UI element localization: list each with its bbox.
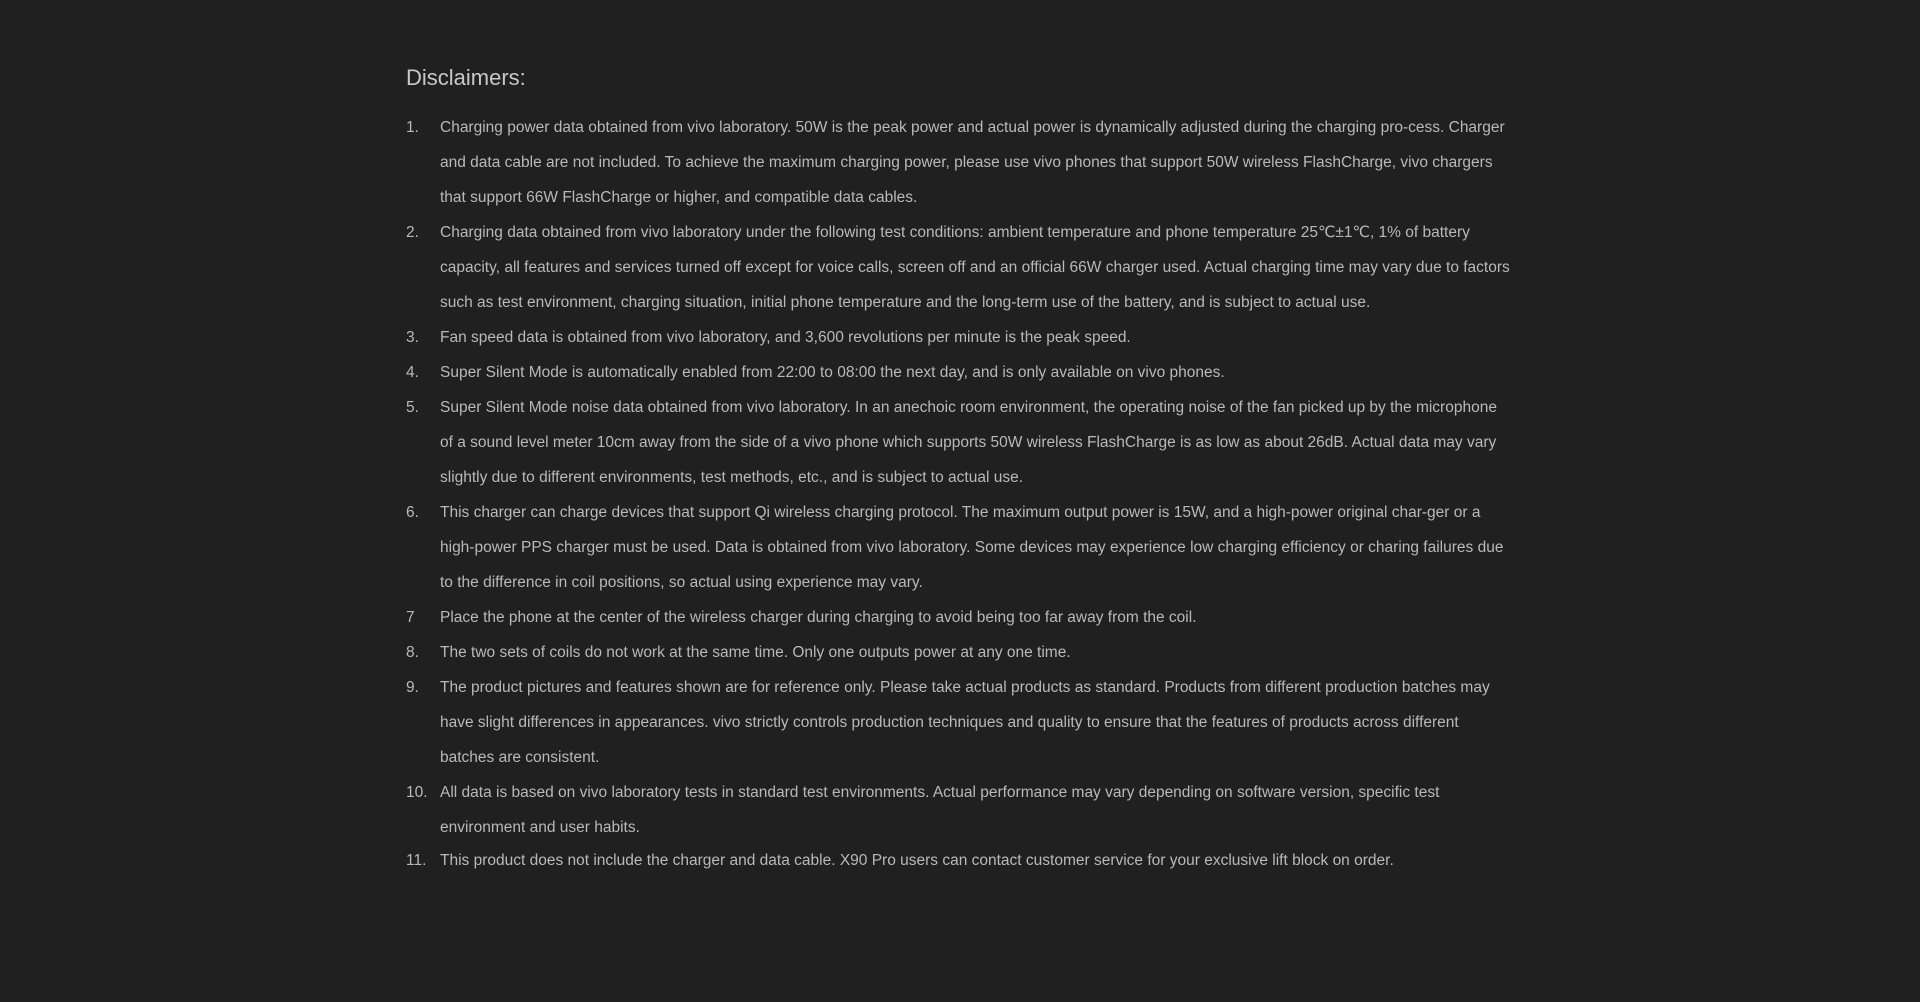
disclaimer-item bbox=[406, 845, 1511, 877]
disclaimer-number: 2. bbox=[406, 224, 419, 241]
disclaimer-number: 3. bbox=[406, 329, 419, 346]
disclaimer-number: 9. bbox=[406, 679, 419, 696]
disclaimer-item bbox=[406, 355, 1511, 390]
disclaimer-number: 1. bbox=[406, 119, 419, 136]
disclaimer-number: 11. bbox=[406, 852, 427, 869]
disclaimer-text: This product does not include the charger and data cable. X90 Pro users can contact customer service for your exclusive lift block on order. bbox=[440, 852, 1394, 869]
disclaimer-text: The product pictures and features shown are for reference only. Please take actual products as standard. Products from different production batches may have slight differences in appearances. vivo strictly controls production techniques and quality to ensure that the features of products across different batches are consistent. bbox=[440, 679, 1490, 766]
disclaimer-text: All data is based on vivo laboratory tests in standard test environments. Actual performance may vary depending on software version, specific test environment and user habits. bbox=[440, 784, 1440, 836]
disclaimer-item bbox=[406, 215, 1511, 320]
disclaimer-text: Place the phone at the center of the wireless charger during charging to avoid being too far away from the coil. bbox=[440, 609, 1197, 626]
disclaimer-item bbox=[406, 600, 1511, 635]
disclaimer-number: 4. bbox=[406, 364, 419, 381]
disclaimer-number: 10. bbox=[406, 784, 428, 801]
disclaimer-item bbox=[406, 390, 1511, 495]
disclaimer-text: Charging power data obtained from vivo laboratory. 50W is the peak power and actual power is dynamically adjusted during the charging pro-cess. Charger and data cable are not included. To achieve the maximum charging power, please use vivo phones that support 50W wireless FlashCharge, vivo chargers that support 66W FlashCharge or higher, and compatible data cables. bbox=[440, 119, 1505, 206]
disclaimer-item bbox=[406, 635, 1511, 670]
disclaimers-title: Disclaimers: bbox=[406, 65, 526, 90]
disclaimer-number: 6. bbox=[406, 504, 419, 521]
disclaimer-text: The two sets of coils do not work at the same time. Only one outputs power at any one time. bbox=[440, 644, 1071, 661]
disclaimer-number: 8. bbox=[406, 644, 419, 661]
disclaimers-section bbox=[406, 60, 1511, 877]
disclaimer-text: This charger can charge devices that support Qi wireless charging protocol. The maximum output power is 15W, and a high-power original char-ger or a high-power PPS charger must be used. Data is obtained from vivo laboratory. Some devices may experience low charging efficiency or charing failures due to the difference in coil positions, so actual using experience may vary. bbox=[440, 504, 1504, 591]
disclaimer-text: Charging data obtained from vivo laboratory under the following test conditions: ambient temperature and phone temperature 25℃±1℃, 1% of battery capacity, all features and services turned off except for voice calls, screen off and an official 66W charger used. Actual charging time may vary due to factors such as test environment, charging situation, initial phone temperature and the long-term use of the battery, and is subject to actual use. bbox=[440, 224, 1510, 311]
disclaimer-item bbox=[406, 670, 1511, 775]
disclaimer-item bbox=[406, 320, 1511, 355]
disclaimer-text: Fan speed data is obtained from vivo laboratory, and 3,600 revolutions per minute is the peak speed. bbox=[440, 329, 1131, 346]
disclaimer-text: Super Silent Mode noise data obtained from vivo laboratory. In an anechoic room environment, the operating noise of the fan picked up by the microphone of a sound level meter 10cm away from the side of a vivo phone which supports 50W wireless FlashCharge is as low as about 26dB. Actual data may vary slightly due to different environments, test methods, etc., and is subject to actual use. bbox=[440, 399, 1497, 486]
disclaimer-item bbox=[406, 495, 1511, 600]
disclaimer-item bbox=[406, 110, 1511, 215]
disclaimer-item bbox=[406, 775, 1511, 845]
disclaimer-list bbox=[406, 110, 1511, 877]
disclaimer-number: 5. bbox=[406, 399, 419, 416]
disclaimer-number: 7 bbox=[406, 609, 415, 626]
disclaimer-text: Super Silent Mode is automatically enabled from 22:00 to 08:00 the next day, and is only available on vivo phones. bbox=[440, 364, 1225, 381]
